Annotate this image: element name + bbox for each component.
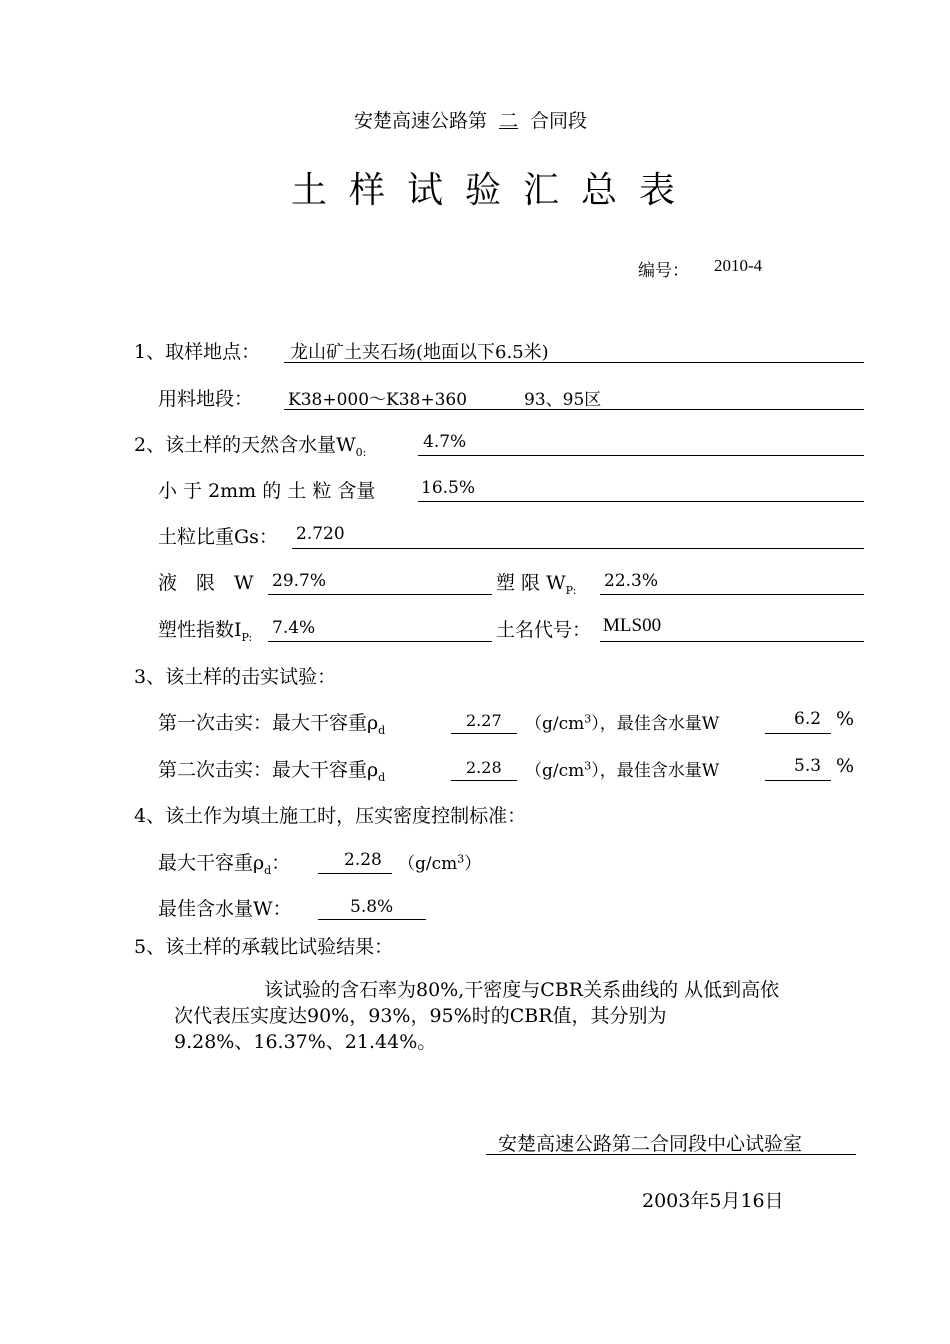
control-density-underline (318, 873, 392, 874)
specific-gravity-label: 土粒比重Gs： (158, 526, 278, 548)
compaction-test-label: 3、该土样的击实试验： (134, 666, 337, 688)
control-moisture-label: 最佳含水量W： (158, 898, 292, 920)
liquid-limit-value: 29.7% (272, 571, 327, 591)
report-date: 2003年5月16日 (642, 1190, 784, 1212)
contract-prefix: 安楚高速公路第 (354, 110, 488, 132)
compaction-2-unit-close: ），最佳含水量W (591, 761, 720, 781)
compaction-1-unit: $(g/cm^3)$，最佳含水量W (525, 712, 720, 734)
soil-code-value: MLS00 (603, 615, 662, 636)
control-density-label-text: 最大干容重ρ (158, 852, 265, 874)
fine-content-value: 16.5% (421, 478, 476, 498)
section-underline (284, 409, 864, 410)
compaction-1-moisture-value: 6.2 (794, 709, 822, 729)
plasticity-index-label-text: 塑性指数I (158, 619, 242, 641)
soil-code-underline (600, 641, 864, 642)
control-density-label (158, 848, 290, 877)
compaction-1-rho-sub: d (378, 723, 386, 737)
control-density-unit: $(g/cm^3)$ (398, 852, 482, 874)
compaction-1-unit-close: ），最佳含水量W (591, 714, 720, 734)
plastic-limit-label-text: 塑 限 W (496, 572, 566, 594)
plasticity-index-label-sub: P: (241, 630, 253, 644)
cbr-result-line-3: 9.28%、16.37%、21.44%。 (174, 1031, 437, 1053)
control-moisture-value: 5.8% (350, 897, 394, 917)
cbr-result-line-1: 该试验的含石率为80%,干密度与CBR关系曲线的 从低到高依 (264, 979, 780, 1001)
fine-content-label: 小 于 2mm 的 土 粒 含量 (158, 480, 376, 502)
control-density-unit-close: ） (464, 854, 482, 874)
control-density-value: 2.28 (344, 850, 382, 870)
plastic-limit-underline (600, 594, 864, 595)
compaction-1-density-value: 2.27 (466, 711, 502, 730)
contract-heading (354, 106, 587, 133)
plastic-limit-value: 22.3% (604, 571, 659, 591)
natural-moisture-value: 4.7% (423, 432, 467, 452)
compaction-1-unit-open: （g/cm (525, 714, 585, 734)
compaction-1-label (158, 708, 385, 737)
natural-moisture-label (134, 430, 366, 459)
section-label: 用料地段： (158, 388, 254, 410)
fill-control-label: 4、该土作为填土施工时，压实密度控制标准： (134, 805, 527, 827)
natural-moisture-label-sub: 0: (355, 445, 367, 459)
control-density-colon: ： (271, 852, 291, 874)
compaction-2-density-value: 2.28 (466, 758, 502, 777)
contract-section-number: 二 (499, 110, 519, 132)
plasticity-index-underline (268, 641, 492, 642)
specific-gravity-underline (292, 548, 864, 549)
sampling-location-underline (284, 362, 864, 363)
soil-code-label: 土名代号： (496, 619, 592, 641)
plastic-limit-label (496, 568, 576, 597)
code-label: 编号： (638, 261, 689, 281)
compaction-2-label-text: 第二次击实：最大干容重ρ (158, 759, 379, 781)
compaction-2-label (158, 755, 385, 784)
plastic-limit-label-sub: P: (565, 583, 577, 597)
lab-signature: 安楚高速公路第二合同段中心试验室 (498, 1133, 803, 1155)
control-density-unit-open: （g/cm (398, 854, 458, 874)
sampling-location-label: 1、取样地点： (134, 341, 261, 363)
lab-signature-underline (486, 1154, 856, 1155)
liquid-limit-label: 液 限 W (158, 572, 254, 594)
liquid-limit-underline (268, 594, 492, 595)
fine-content-underline (418, 501, 864, 502)
section-zone-value: 93、95区 (524, 390, 602, 410)
compaction-2-percent: % (836, 755, 855, 777)
section-range-value: K38+000～K38+360 (288, 390, 468, 410)
contract-suffix: 合同段 (530, 110, 588, 132)
compaction-2-rho-sub: d (378, 770, 386, 784)
compaction-2-density-underline (451, 780, 517, 781)
cbr-label: 5、该土样的承载比试验结果： (134, 936, 394, 958)
compaction-2-unit: $(g/cm^3)$，最佳含水量W (525, 759, 720, 781)
compaction-2-moisture-underline (765, 780, 831, 781)
page-title: 土样试验汇总表 (291, 170, 698, 211)
compaction-2-moisture-value: 5.3 (794, 756, 822, 776)
compaction-1-density-underline (451, 733, 517, 734)
compaction-1-percent: % (836, 708, 855, 730)
cbr-result-line-2: 次代表压实度达90%，93%，95%时的CBR值，其分别为 (174, 1005, 667, 1027)
plasticity-index-label (158, 615, 252, 644)
specific-gravity-value: 2.720 (296, 524, 345, 544)
control-moisture-underline (318, 919, 426, 920)
natural-moisture-underline (418, 455, 864, 456)
compaction-1-label-text: 第一次击实：最大干容重ρ (158, 712, 379, 734)
code-value: 2010-4 (714, 256, 763, 275)
compaction-2-unit-open: （g/cm (525, 761, 585, 781)
sampling-location-value: 龙山矿土夹石场(地面以下6.5米) (290, 342, 549, 363)
compaction-1-moisture-underline (765, 733, 831, 734)
plasticity-index-value: 7.4% (272, 618, 316, 638)
natural-moisture-label-text: 2、该土样的天然含水量W (134, 434, 356, 456)
control-density-rho-sub: d (264, 863, 272, 877)
